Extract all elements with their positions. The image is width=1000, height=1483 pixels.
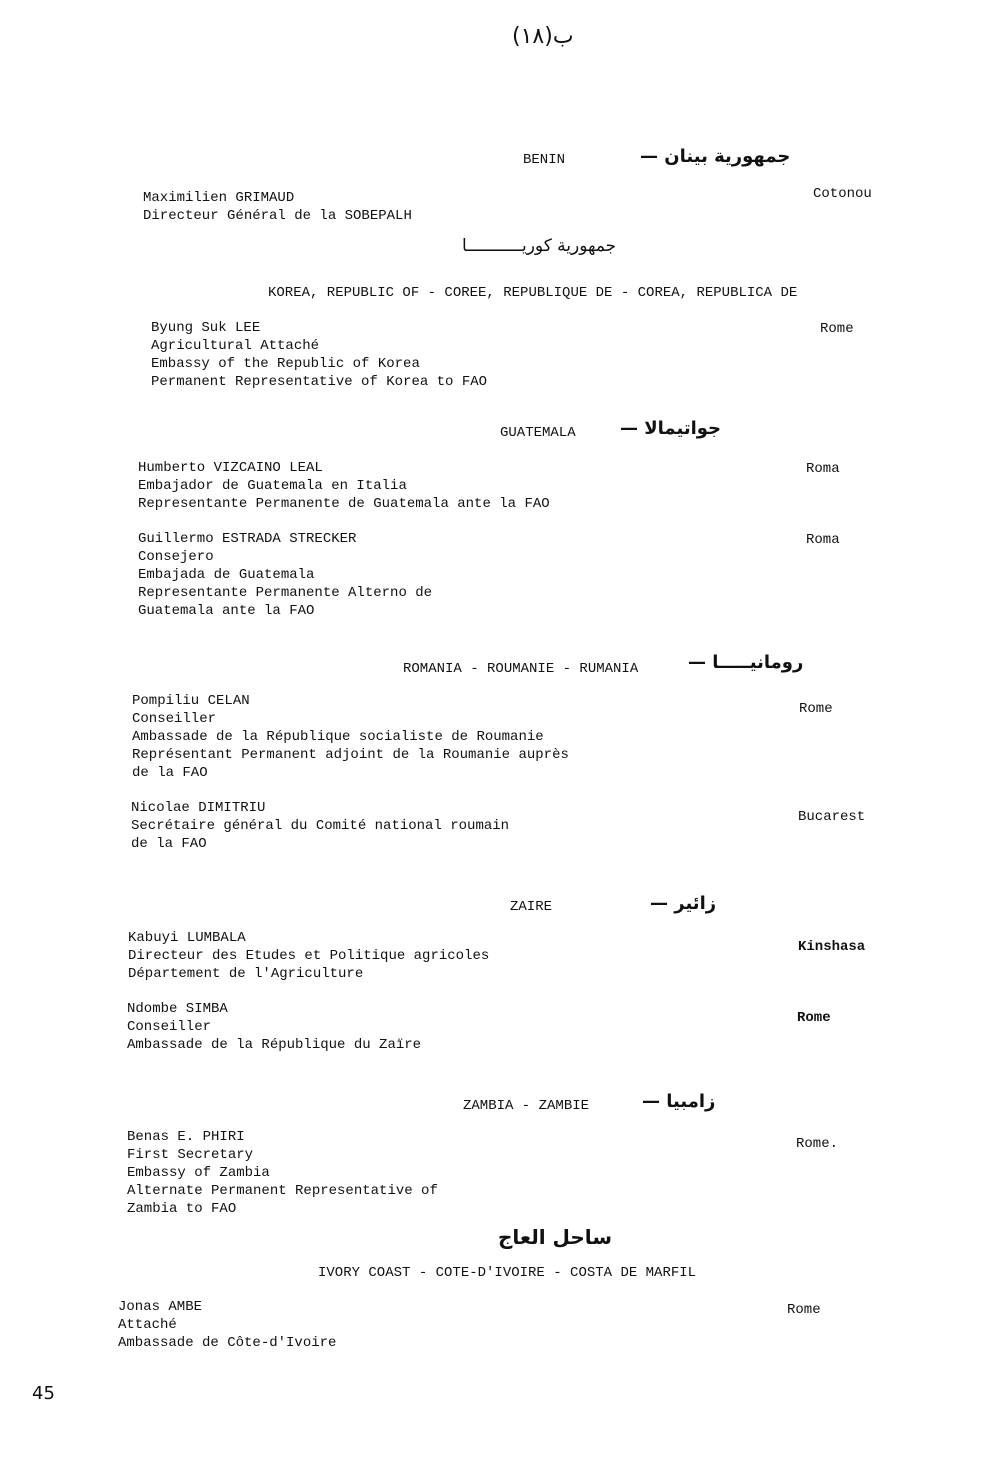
entry-city: Rome.	[796, 1136, 839, 1152]
entry-vizcaino	[138, 459, 550, 513]
entry-name: Benas E. PHIRI	[127, 1129, 245, 1145]
entry-phiri	[127, 1128, 438, 1218]
entry-lee	[151, 319, 487, 391]
entry-line: Représentant Permanent adjoint de la Roumanie auprès	[132, 747, 569, 763]
section-heading-korea: KOREA, REPUBLIC OF - COREE, REPUBLIQUE DE - COREA, REPUBLICA DE	[268, 285, 798, 301]
entry-name: Maximilien GRIMAUD	[143, 190, 295, 206]
entry-line: Ambassade de la République du Zaïre	[127, 1037, 422, 1053]
entry-line: de la FAO	[132, 765, 208, 781]
entry-city: Bucarest	[798, 809, 866, 825]
entry-city: Kinshasa	[798, 939, 866, 955]
entry-celan	[132, 692, 569, 782]
entry-city: Cotonou	[813, 186, 872, 202]
entry-line: Representante Permanente de Guatemala ante la FAO	[138, 496, 550, 512]
entry-line: Directeur des Etudes et Politique agricoles	[128, 948, 490, 964]
entry-name: Byung Suk LEE	[151, 320, 261, 336]
page-header: ب(١٨)	[512, 24, 574, 49]
section-heading-benin: BENIN	[523, 152, 566, 168]
section-arabic-guatemala: جواتيمالا —	[620, 418, 722, 439]
entry-line: Secrétaire général du Comité national roumain	[131, 818, 510, 834]
entry-line: de la FAO	[131, 836, 207, 852]
section-heading-zambia: ZAMBIA - ZAMBIE	[463, 1098, 590, 1114]
entry-line: Embajada de Guatemala	[138, 567, 315, 583]
section-heading-zaire: ZAIRE	[510, 899, 553, 915]
section-arabic-korea: جمهورية كوريـــــــــــا	[462, 236, 617, 256]
entry-line: Attaché	[118, 1317, 177, 1333]
entry-name: Kabuyi LUMBALA	[128, 930, 246, 946]
entry-lumbala	[128, 929, 489, 983]
entry-name: Nicolae DIMITRIU	[131, 800, 266, 816]
entry-name: Ndombe SIMBA	[127, 1001, 228, 1017]
entry-city: Roma	[806, 532, 840, 548]
entry-city: Rome	[820, 321, 854, 337]
section-arabic-ivory-coast: ساحل العاج	[498, 1225, 612, 1249]
entry-line: Directeur Général de la SOBEPALH	[143, 208, 412, 224]
entry-line: Consejero	[138, 549, 214, 565]
entry-line: Conseiller	[132, 711, 217, 727]
section-arabic-zambia: زامبيا —	[642, 1091, 716, 1112]
page-number: 45	[32, 1383, 55, 1404]
section-heading-guatemala: GUATEMALA	[500, 425, 576, 441]
entry-line: Zambia to FAO	[127, 1201, 237, 1217]
entry-line: Département de l'Agriculture	[128, 966, 364, 982]
entry-line: Ambassade de Côte-d'Ivoire	[118, 1335, 337, 1351]
entry-grimaud	[143, 189, 412, 225]
entry-line: First Secretary	[127, 1147, 254, 1163]
entry-city: Rome	[797, 1010, 831, 1026]
entry-name: Jonas AMBE	[118, 1299, 203, 1315]
section-arabic-benin: جمهورية بينان —	[640, 146, 791, 167]
entry-city: Rome	[787, 1302, 821, 1318]
entry-line: Ambassade de la République socialiste de Roumanie	[132, 729, 544, 745]
entry-line: Permanent Representative of Korea to FAO	[151, 374, 488, 390]
entry-line: Representante Permanente Alterno de	[138, 585, 433, 601]
entry-line: Embassy of the Republic of Korea	[151, 356, 420, 372]
entry-line: Guatemala ante la FAO	[138, 603, 315, 619]
entry-name: Guillermo ESTRADA STRECKER	[138, 531, 357, 547]
entry-dimitriu	[131, 799, 509, 853]
section-heading-romania: ROMANIA - ROUMANIE - RUMANIA	[403, 661, 639, 677]
entry-name: Humberto VIZCAINO LEAL	[138, 460, 323, 476]
entry-line: Embajador de Guatemala en Italia	[138, 478, 407, 494]
entry-name: Pompiliu CELAN	[132, 693, 250, 709]
section-arabic-romania: رومانيـــــا —	[688, 652, 804, 673]
entry-line: Agricultural Attaché	[151, 338, 320, 354]
entry-simba	[127, 1000, 421, 1054]
entry-city: Roma	[806, 461, 840, 477]
entry-line: Conseiller	[127, 1019, 212, 1035]
section-arabic-zaire: زائير —	[650, 893, 717, 914]
entry-line: Embassy of Zambia	[127, 1165, 270, 1181]
entry-estrada	[138, 530, 432, 620]
entry-city: Rome	[799, 701, 833, 717]
section-heading-ivory-coast: IVORY COAST - COTE-D'IVOIRE - COSTA DE MARFIL	[318, 1265, 697, 1281]
entry-line: Alternate Permanent Representative of	[127, 1183, 438, 1199]
entry-ambe	[118, 1298, 336, 1352]
